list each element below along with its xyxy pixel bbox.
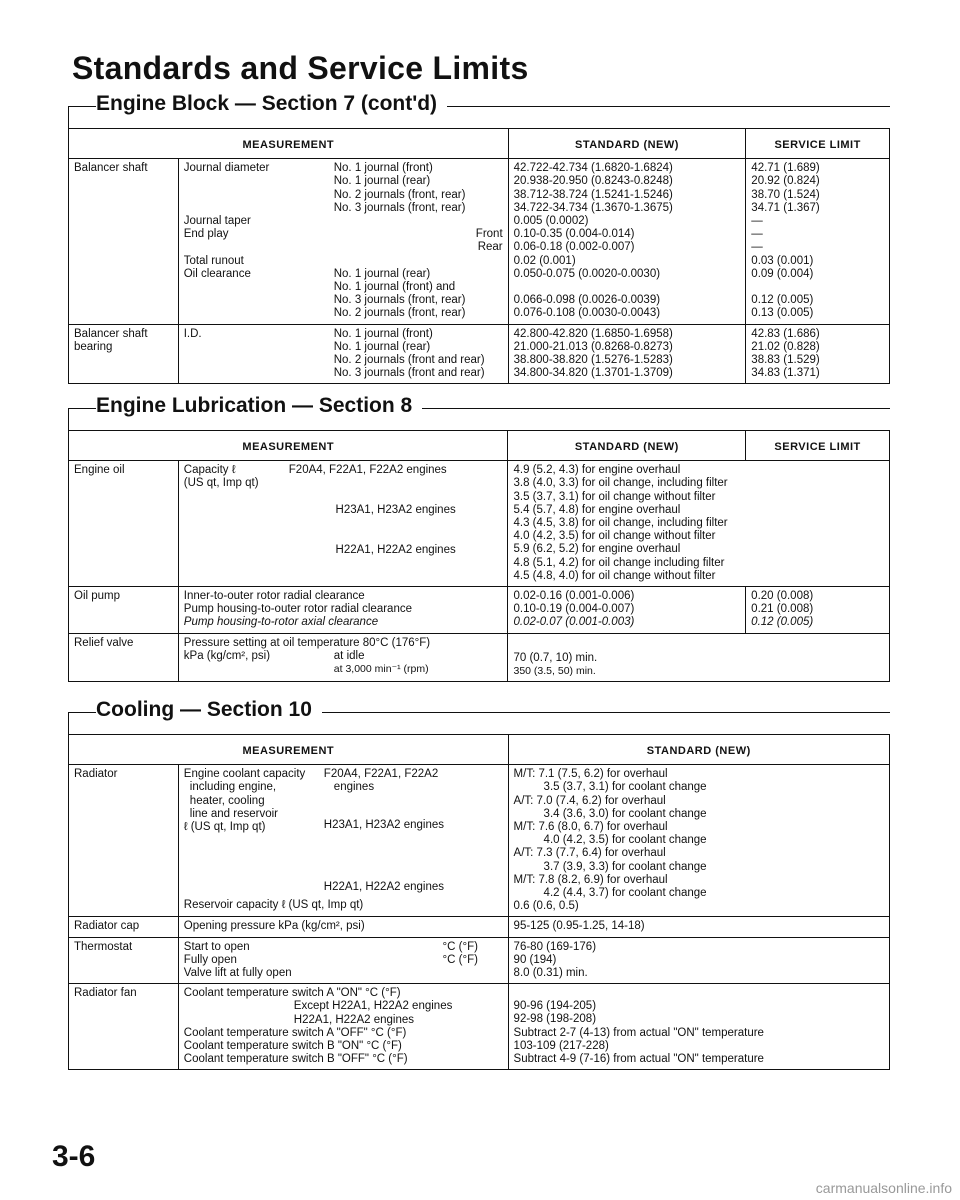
measurement-cell	[178, 984, 508, 1070]
text-line: 4.0 (4.2, 3.5) for coolant change	[543, 834, 707, 847]
page-number: 3-6	[52, 1140, 96, 1173]
text-line: Coolant temperature switch A "ON" °C (°F)	[183, 987, 401, 1000]
text-line: 103-109 (217-228)	[513, 1039, 609, 1052]
standard-cell: 70 (0.7, 10) min. 350 (3.5, 50) min.	[508, 633, 890, 681]
standard-cell	[508, 324, 746, 384]
section-number: Section 10	[206, 698, 312, 721]
lubrication-table	[68, 430, 890, 682]
text-line: °C (°F)	[442, 940, 478, 953]
text-line: Journal taper	[183, 215, 251, 228]
text-line: A/T: 7.3 (7.7, 6.4) for overhaul	[513, 847, 666, 860]
text-line: ℓ (US qt, Imp qt)	[183, 821, 266, 834]
text-line: Subtract 2-7 (4-13) from actual "ON" temperature	[513, 1026, 764, 1039]
text-line: 42.722-42.734 (1.6820-1.6824)	[513, 162, 673, 175]
text-line	[751, 281, 884, 294]
text-line: 0.076-0.108 (0.0030-0.0043)	[513, 307, 661, 320]
text-line: 0.20 (0.008)	[751, 590, 814, 603]
text-line: Rear	[477, 241, 503, 254]
text-line: Pump housing-to-outer rotor radial clearance	[183, 603, 412, 616]
column-header: MEASUREMENT	[69, 431, 508, 461]
text-line: 0.09 (0.004)	[751, 267, 814, 280]
text-line	[334, 215, 503, 228]
text-line: 0.10-0.19 (0.004-0.007)	[513, 603, 635, 616]
text-line: No. 1 journal (front) and	[333, 281, 456, 294]
text-line: 0.12 (0.005)	[751, 294, 814, 307]
table-row	[69, 765, 890, 917]
text-line	[514, 281, 741, 294]
standard-cell	[508, 984, 889, 1070]
text-line: 0.06-0.18 (0.002-0.007)	[513, 241, 635, 254]
text-line: 5.9 (6.2, 5.2) for engine overhaul	[513, 543, 681, 556]
text-line: —	[751, 228, 763, 241]
column-header: STANDARD (NEW)	[508, 735, 889, 765]
text-line: 0.21 (0.008)	[751, 603, 814, 616]
measurement-cell	[178, 937, 508, 984]
text-line: 34.83 (1.371)	[751, 367, 820, 380]
table-row	[69, 937, 890, 984]
text-line	[184, 281, 334, 294]
footer-watermark: carmanualsonline.info	[815, 1180, 952, 1196]
measurement-cell: Opening pressure kPa (kg/cm², psi)	[178, 917, 508, 937]
text-line: No. 1 journal (rear)	[333, 267, 431, 280]
column-header: MEASUREMENT	[69, 129, 509, 159]
standard-cell: 95-125 (0.95-1.25, 14-18)	[508, 917, 889, 937]
text-line: 4.0 (4.2, 3.5) for oil change without filter	[513, 530, 716, 543]
text-line: No. 1 journal (rear)	[333, 340, 431, 353]
text-line	[184, 307, 334, 320]
column-header: STANDARD (NEW)	[508, 431, 746, 461]
section-title: Cooling	[96, 698, 175, 721]
text-line: 3.8 (4.0, 3.3) for oil change, including filter	[513, 477, 728, 490]
text-line	[184, 175, 334, 188]
text-line: A/T: 7.0 (7.4, 6.2) for overhaul	[513, 794, 666, 807]
text-line: No. 2 journals (front, rear)	[333, 307, 466, 320]
text-line: 5.4 (5.7, 4.8) for engine overhaul	[513, 503, 681, 516]
text-line: Engine coolant capacity	[183, 768, 306, 781]
text-line: 3.4 (3.6, 3.0) for coolant change	[543, 807, 707, 820]
lubrication-section	[68, 394, 890, 682]
text-line: 8.0 (0.31) min.	[513, 967, 588, 980]
text-line: 0.02-0.16 (0.001-0.006)	[513, 590, 635, 603]
text-line: 0.02 (0.001)	[513, 254, 576, 267]
row-label: Balancer shaft	[69, 159, 179, 324]
row-label: Radiator cap	[69, 917, 179, 937]
limit-cell	[746, 159, 890, 324]
text-line: H22A1, H22A2 engines	[293, 1013, 414, 1026]
row-label: Relief valve	[69, 633, 179, 681]
text-line: 0.13 (0.005)	[751, 307, 814, 320]
table-row	[69, 159, 890, 324]
text-line: No. 1 journal (rear)	[333, 175, 431, 188]
text-line: (US qt, Imp qt)	[183, 477, 259, 490]
text-line: 21.02 (0.828)	[751, 340, 820, 353]
text-line: M/T: 7.8 (8.2, 6.9) for overhaul	[513, 873, 668, 886]
text-line: 90 (194)	[513, 953, 557, 966]
text-line: Total runout	[183, 254, 244, 267]
row-label: Radiator	[69, 765, 179, 917]
text-line: 4.3 (4.5, 3.8) for oil change, including filter	[513, 517, 728, 530]
text-line: No. 3 journals (front, rear)	[333, 294, 466, 307]
text-line: End play	[183, 228, 229, 241]
row-label: Engine oil	[69, 461, 179, 587]
table-row	[69, 324, 890, 384]
cooling-section	[68, 698, 890, 1070]
table-row	[69, 587, 890, 634]
text-line: Coolant temperature switch B "OFF" °C (°F)	[183, 1053, 408, 1066]
engine-block-section	[68, 92, 890, 384]
row-label: Thermostat	[69, 937, 179, 984]
text-line: No. 3 journals (front and rear)	[333, 367, 485, 380]
text-line: line and reservoir	[189, 807, 279, 820]
text-line: Oil clearance	[183, 267, 251, 280]
row-label: Radiator fan	[69, 984, 179, 1070]
measurement-cell: I.D. No. 1 journal (front) No. 1 journal (rear) No. 2 journals (front and rear) No. 3 journals (front and rear)	[178, 324, 508, 384]
section-heading: Engine Block — Section 7 (cont'd)	[68, 92, 890, 122]
text-line: 20.92 (0.824)	[751, 175, 820, 188]
text-line: 4.2 (4.4, 3.7) for coolant change	[543, 887, 707, 900]
standard-cell	[508, 461, 890, 587]
text-line	[184, 241, 334, 254]
standard-cell	[508, 937, 889, 984]
text-line: 0.066-0.098 (0.0026-0.0039)	[513, 294, 661, 307]
text-line	[184, 294, 334, 307]
text-line: 92-98 (198-208)	[513, 1013, 597, 1026]
text-line: 38.83 (1.529)	[751, 354, 820, 367]
text-line: 38.712-38.724 (1.5241-1.5246)	[513, 188, 673, 201]
text-line: 38.70 (1.524)	[751, 188, 820, 201]
text-line: Inner-to-outer rotor radial clearance	[183, 590, 365, 603]
text-line	[334, 255, 503, 268]
measurement-cell	[178, 587, 508, 634]
text-line: 76-80 (169-176)	[513, 940, 597, 953]
text-line	[443, 967, 503, 980]
text-line: Coolant temperature switch A "OFF" °C (°F)	[183, 1026, 407, 1039]
text-line: No. 2 journals (front, rear)	[333, 188, 466, 201]
table-row	[69, 984, 890, 1070]
column-header: SERVICE LIMIT	[746, 431, 890, 461]
text-line: 4.8 (5.1, 4.2) for oil change including filter	[513, 556, 725, 569]
text-line: 0.03 (0.001)	[751, 254, 814, 267]
limit-cell	[746, 324, 890, 384]
text-line: M/T: 7.1 (7.5, 6.2) for overhaul	[513, 768, 668, 781]
text-line: 4.5 (4.8, 4.0) for oil change without filter	[513, 569, 716, 582]
text-line: No. 2 journals (front and rear)	[333, 354, 485, 367]
measurement-cell	[178, 159, 508, 324]
text-line: Journal diameter	[183, 162, 270, 175]
engine-block-table	[68, 128, 890, 384]
row-label: Balancer shaft bearing	[69, 324, 179, 384]
text-line: 21.000-21.013 (0.8268-0.8273)	[513, 340, 673, 353]
text-line: Start to open	[183, 940, 250, 953]
text-line: including engine,	[189, 781, 277, 794]
text-line: heater, cooling	[189, 794, 265, 807]
column-header: STANDARD (NEW)	[508, 129, 746, 159]
text-line: 20.938-20.950 (0.8243-0.8248)	[513, 175, 673, 188]
text-line: —	[751, 241, 763, 254]
text-line: 0.005 (0.0002)	[513, 215, 589, 228]
text-line: Front	[475, 228, 503, 241]
text-line: 3.7 (3.9, 3.3) for coolant change	[543, 860, 707, 873]
text-line: 34.71 (1.367)	[751, 201, 820, 214]
text-line: °C (°F)	[442, 953, 478, 966]
text-line: 90-96 (194-205)	[513, 1000, 597, 1013]
text-line: No. 1 journal (front)	[333, 162, 433, 175]
text-line: Fully open	[183, 953, 237, 966]
text-line: 3.5 (3.7, 3.1) for coolant change	[543, 781, 707, 794]
text-line: No. 3 journals (front, rear)	[333, 201, 466, 214]
text-line: Subtract 4-9 (7-16) from actual "ON" temperature	[513, 1053, 764, 1066]
text-line: 3.5 (3.7, 3.1) for oil change without filter	[513, 490, 716, 503]
table-row	[69, 461, 890, 587]
text-line: —	[751, 215, 763, 228]
cooling-table	[68, 734, 890, 1070]
standard-cell	[508, 587, 746, 634]
table-row	[69, 633, 890, 681]
text-line: Pump housing-to-rotor axial clearance	[183, 616, 379, 629]
text-line: Except H22A1, H22A2 engines	[293, 1000, 453, 1013]
text-line: 4.9 (5.2, 4.3) for engine overhaul	[513, 464, 681, 477]
text-line: Coolant temperature switch B "ON" °C (°F)	[183, 1040, 402, 1053]
text-line: 34.722-34.734 (1.3670-1.3675)	[513, 201, 673, 214]
row-label: Oil pump	[69, 587, 179, 634]
text-line: 0.02-0.07 (0.001-0.003)	[513, 616, 635, 629]
text-line: 0.10-0.35 (0.004-0.014)	[513, 228, 635, 241]
text-line: M/T: 7.6 (8.0, 6.7) for overhaul	[513, 821, 668, 834]
column-header: SERVICE LIMIT	[746, 129, 890, 159]
text-line	[184, 189, 334, 202]
section-heading: Engine Lubrication — Section 8	[68, 394, 890, 424]
column-header: MEASUREMENT	[69, 735, 509, 765]
page-title: Standards and Service Limits	[72, 50, 529, 86]
text-line: 42.83 (1.686)	[751, 327, 820, 340]
measurement-cell: Engine coolant capacity including engine, heater, cooling line and reservoir ℓ (US qt, Imp qt) F20A4, F22A1, F22A2 engines H23A1, H23A2 engines H22A1, H22A2 engines Reservoir capacity ℓ (US qt, Imp qt)	[178, 765, 508, 917]
measurement-cell: Pressure setting at oil temperature 80°C (176°F) kPa (kg/cm², psi) at idle at 3,000 min⁻¹ (rpm)	[178, 633, 508, 681]
text-line: 0.6 (0.6, 0.5)	[513, 900, 579, 913]
text-line: 38.800-38.820 (1.5276-1.5283)	[513, 354, 673, 367]
text-line: Valve lift at fully open	[183, 967, 292, 980]
section-heading: Cooling — Section 10	[68, 698, 890, 728]
limit-cell	[746, 587, 890, 634]
text-line: Capacity ℓ	[183, 464, 236, 477]
text-line	[184, 202, 334, 215]
table-row	[69, 917, 890, 937]
text-line: 34.800-34.820 (1.3701-1.3709)	[513, 367, 673, 380]
text-line: No. 1 journal (front)	[333, 327, 433, 340]
text-line: 42.71 (1.689)	[751, 162, 820, 175]
text-line: 0.050-0.075 (0.0020-0.0030)	[513, 267, 661, 280]
section-title: Engine Block	[96, 92, 230, 115]
text-line: 0.12 (0.005)	[751, 616, 814, 629]
section-number: Section 8	[318, 394, 413, 417]
section-title: Engine Lubrication	[96, 394, 287, 417]
section-number: Section 7 (cont'd)	[261, 92, 438, 115]
standard-cell	[508, 159, 746, 324]
text-line: 42.800-42.820 (1.6850-1.6958)	[513, 327, 673, 340]
standard-cell	[508, 765, 889, 917]
measurement-cell: Capacity ℓ (US qt, Imp qt) F20A4, F22A1, F22A2 engines H23A1, H23A2 engines H22A1, H22A2 engines	[178, 461, 508, 587]
